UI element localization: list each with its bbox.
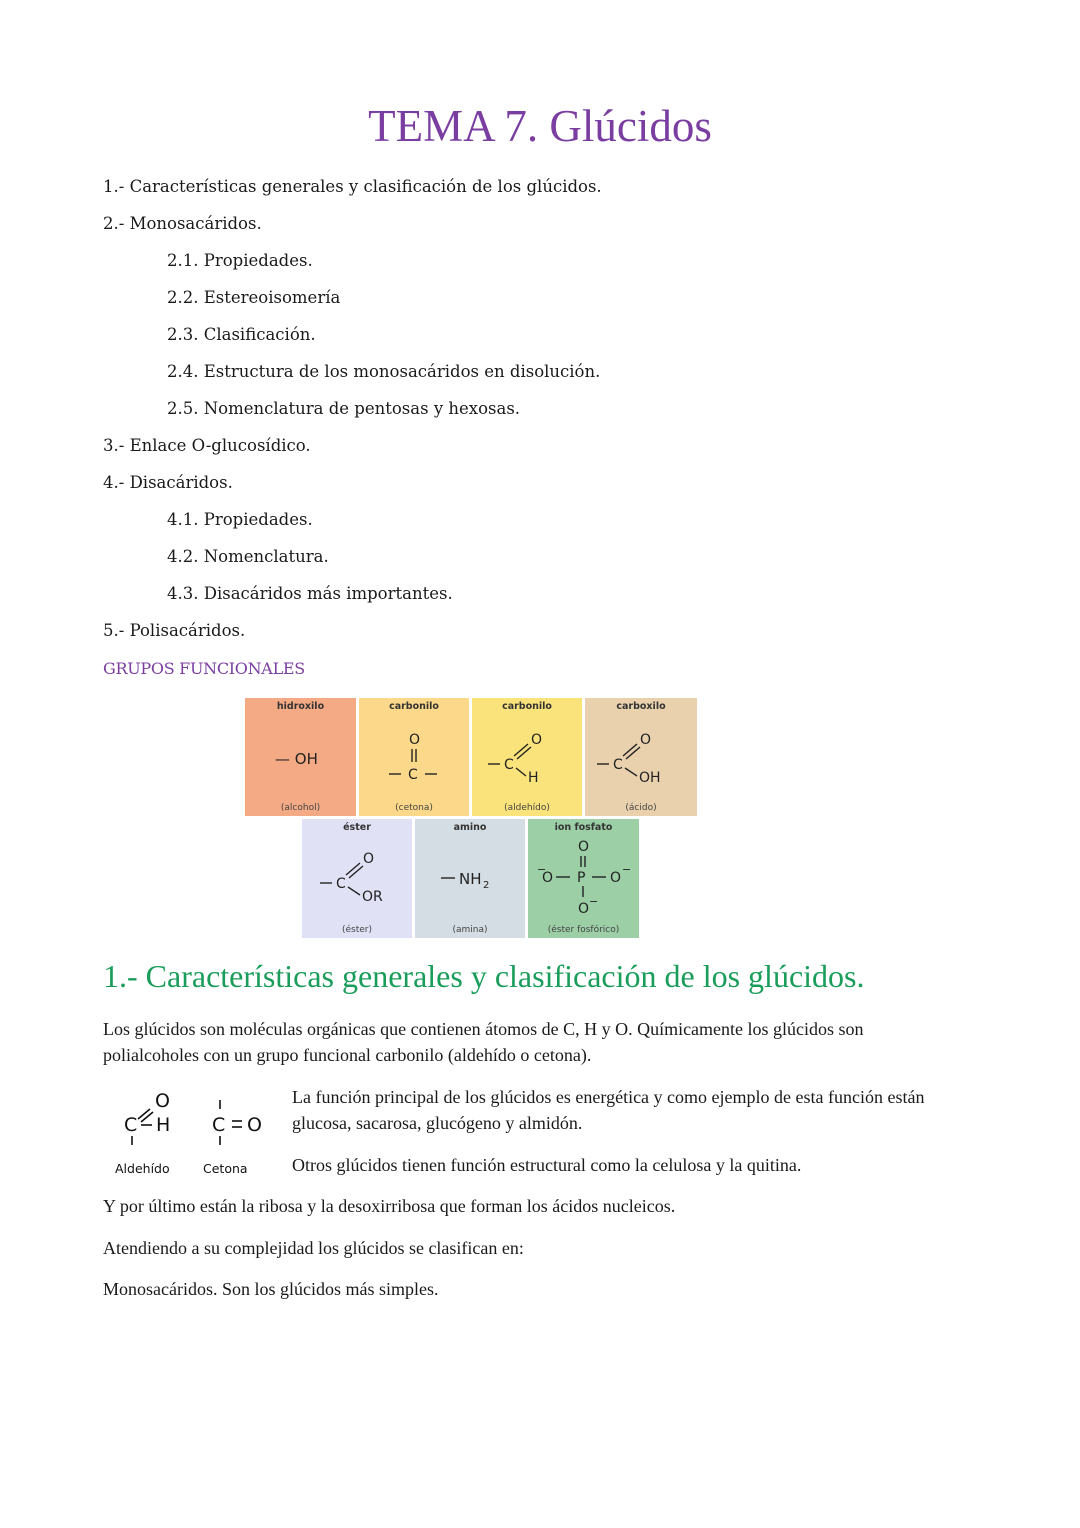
atom-h: H (528, 770, 539, 786)
toc-item-4: 4.- Disacáridos. (103, 473, 233, 492)
toc-item-3: 3.- Enlace O-glucosídico. (103, 436, 311, 455)
group-carboxilo (585, 698, 697, 816)
toc-item-1: 1.- Características generales y clasificación de los glúcidos. (103, 177, 602, 196)
atom-o: O (640, 732, 652, 748)
functional-groups-title: GRUPOS FUNCIONALES (103, 659, 305, 678)
atom-oh: OH (639, 770, 661, 786)
toc-item-2: 2.- Monosacáridos. (103, 214, 262, 233)
atom-o: O (578, 839, 590, 855)
atom-c: C (504, 757, 514, 773)
atom-c: C (613, 757, 623, 773)
functional-groups-figure (245, 698, 697, 938)
ketone-structure (359, 698, 469, 816)
group-hidroxilo (245, 698, 356, 816)
atom-p: P (577, 870, 586, 886)
toc-item-2-3: 2.3. Clasificación. (167, 325, 316, 344)
svg-text:−: − (589, 895, 599, 908)
section-1-heading: 1.- Características generales y clasificación de los glúcidos. (103, 958, 865, 994)
group-amino (415, 819, 525, 938)
group-type: (amina) (452, 925, 488, 935)
formula-text: — OH (275, 750, 318, 768)
aldehido-label: Aldehído (115, 1161, 170, 1176)
cetona-label: Cetona (203, 1161, 248, 1176)
group-type: (cetona) (395, 803, 433, 813)
toc-item-4-3: 4.3. Disacáridos más importantes. (167, 584, 453, 603)
group-carbonilo-cetona (359, 698, 469, 816)
group-name: carbonilo (389, 701, 439, 712)
svg-text:−: − (537, 863, 547, 876)
section-1-paragraph-3: Otros glúcidos tienen función estructural como la celulosa y la quitina. (292, 1155, 802, 1175)
group-name: carbonilo (502, 701, 552, 712)
atom-c: C (336, 876, 346, 892)
toc-item-5: 5.- Polisacáridos. (103, 621, 246, 640)
toc-item-2-2: 2.2. Estereoisomería (167, 288, 341, 307)
group-ester (302, 819, 412, 938)
hydroxyl-structure (245, 698, 356, 816)
section-1-paragraph-6: Monosacáridos. Son los glúcidos más simples. (103, 1279, 439, 1299)
group-name: amino (453, 822, 487, 833)
atom-o: O (531, 732, 543, 748)
atom-o-right: O (610, 870, 622, 886)
atom-c: C (408, 767, 418, 783)
atom-o: O (155, 1090, 170, 1112)
group-name: éster (343, 822, 371, 833)
toc-item-4-1: 4.1. Propiedades. (167, 510, 313, 529)
section-1-paragraph-1: Los glúcidos son moléculas orgánicas que contienen átomos de C, H y O. Químicamente los glúcidos son polialcoholes con un grupo funcional carbonilo (aldehído o cetona). (103, 1019, 864, 1065)
group-type: (éster fosfórico) (547, 925, 620, 935)
subscript-2: 2 (483, 880, 490, 891)
group-name: hidroxilo (276, 701, 325, 712)
aldehyde-structure (472, 698, 582, 816)
toc-item-4-2: 4.2. Nomenclatura. (167, 547, 329, 566)
atom-o: O (247, 1114, 262, 1136)
page-title: TEMA 7. Glúcidos (368, 101, 712, 151)
atom-c: C (212, 1114, 226, 1136)
phosphate-structure (528, 819, 639, 938)
group-type: (aldehído) (504, 803, 550, 813)
atom-or: OR (362, 889, 383, 905)
atom-nh: NH (459, 870, 482, 888)
amino-structure (415, 819, 525, 938)
group-type: (alcohol) (280, 803, 321, 813)
toc-item-2-5: 2.5. Nomenclatura de pentosas y hexosas. (167, 399, 521, 418)
group-name: carboxilo (616, 701, 666, 712)
atom-h: H (156, 1114, 171, 1136)
carboxyl-structure (585, 698, 697, 816)
group-carbonilo-aldehido (472, 698, 582, 816)
group-type: (ácido) (625, 803, 657, 813)
group-fosfato (528, 819, 639, 938)
group-name: ion fosfato (554, 822, 613, 833)
svg-text:−: − (622, 863, 632, 876)
section-1-paragraph-2: La función principal de los glúcidos es energética y como ejemplo de esta función están glucosa, sacarosa, glucógeno y almidón. (292, 1087, 925, 1133)
atom-c: C (124, 1114, 138, 1136)
ester-structure (302, 819, 412, 938)
toc-item-2-1: 2.1. Propiedades. (167, 251, 313, 270)
section-1-paragraph-4: Y por último están la ribosa y la desoxirribosa que forman los ácidos nucleicos. (103, 1196, 676, 1216)
atom-o-bottom: O (578, 901, 590, 917)
atom-o: O (363, 851, 375, 867)
atom-o-left: O (542, 870, 554, 886)
atom-o: O (409, 732, 421, 748)
group-type: (éster) (341, 925, 372, 935)
toc-item-2-4: 2.4. Estructura de los monosacáridos en disolución. (167, 362, 601, 381)
section-1-paragraph-5: Atendiendo a su complejidad los glúcidos se clasifican en: (103, 1238, 524, 1258)
carbonyl-figure (110, 1085, 280, 1185)
